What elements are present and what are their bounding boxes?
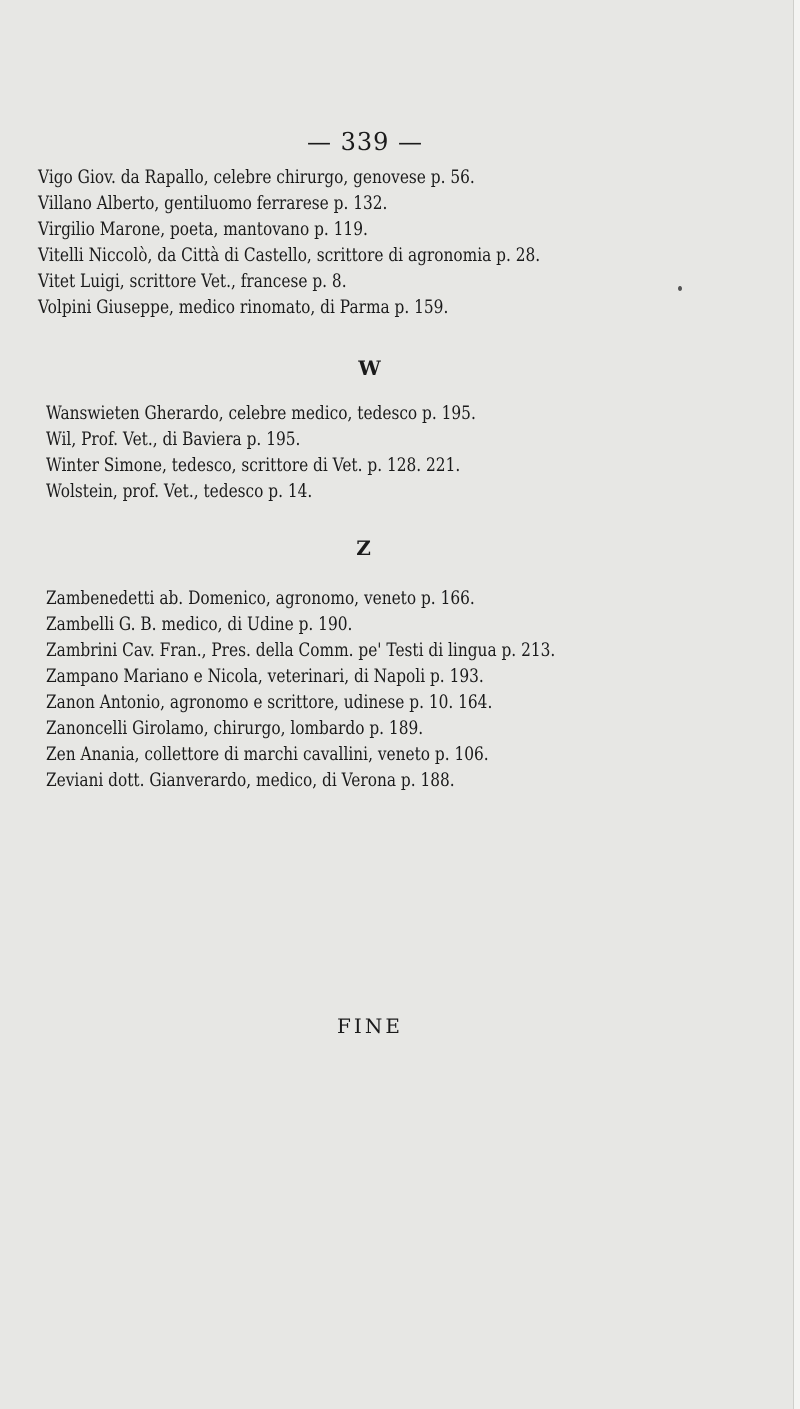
index-entry: Zambrini Cav. Fran., Pres. della Comm. pe' Testi di lingua p. 213. bbox=[46, 640, 556, 661]
index-entry: Zen Anania, collettore di marchi cavallini, veneto p. 106. bbox=[46, 744, 489, 765]
index-entry: Virgilio Marone, poeta, mantovano p. 119. bbox=[38, 219, 368, 240]
index-entry: Zambelli G. B. medico, di Udine p. 190. bbox=[46, 614, 353, 635]
index-entry: Zanoncelli Girolamo, chirurgo, lombardo p. 189. bbox=[46, 718, 424, 739]
page-number: — 339 — bbox=[306, 128, 424, 156]
index-entry: Vitelli Niccolò, da Città di Castello, scrittore di agronomia p. 28. bbox=[38, 245, 541, 266]
entry-list-w bbox=[46, 401, 564, 505]
index-entry: Zampano Mariano e Nicola, veterinari, di Napoli p. 193. bbox=[46, 666, 484, 687]
index-entry: Villano Alberto, gentiluomo ferrarese p. 132. bbox=[38, 193, 388, 214]
index-entry: Vigo Giov. da Rapallo, celebre chirurgo, genovese p. 56. bbox=[38, 167, 475, 188]
entry-list-z bbox=[46, 586, 660, 794]
ink-speck bbox=[678, 286, 682, 291]
index-entry: Zanon Antonio, agronomo e scrittore, udinese p. 10. 164. bbox=[46, 692, 493, 713]
index-entry: Wolstein, prof. Vet., tedesco p. 14. bbox=[46, 481, 313, 502]
end-mark: FINE bbox=[337, 1014, 403, 1038]
index-entry: Wanswieten Gherardo, celebre medico, tedesco p. 195. bbox=[46, 403, 476, 424]
index-entry: Wil, Prof. Vet., di Baviera p. 195. bbox=[46, 429, 301, 450]
section-letter-z: Z bbox=[356, 536, 372, 560]
entry-list-v bbox=[38, 165, 643, 321]
index-entry: Vitet Luigi, scrittore Vet., francese p. 8. bbox=[38, 271, 347, 292]
section-letter-w: W bbox=[358, 356, 382, 380]
index-entry: Zambenedetti ab. Domenico, agronomo, veneto p. 166. bbox=[46, 588, 475, 609]
index-entry: Volpini Giuseppe, medico rinomato, di Parma p. 159. bbox=[38, 297, 449, 318]
index-entry: Winter Simone, tedesco, scrittore di Vet. p. 128. 221. bbox=[46, 455, 461, 476]
index-entry: Zeviani dott. Gianverardo, medico, di Verona p. 188. bbox=[46, 770, 455, 791]
